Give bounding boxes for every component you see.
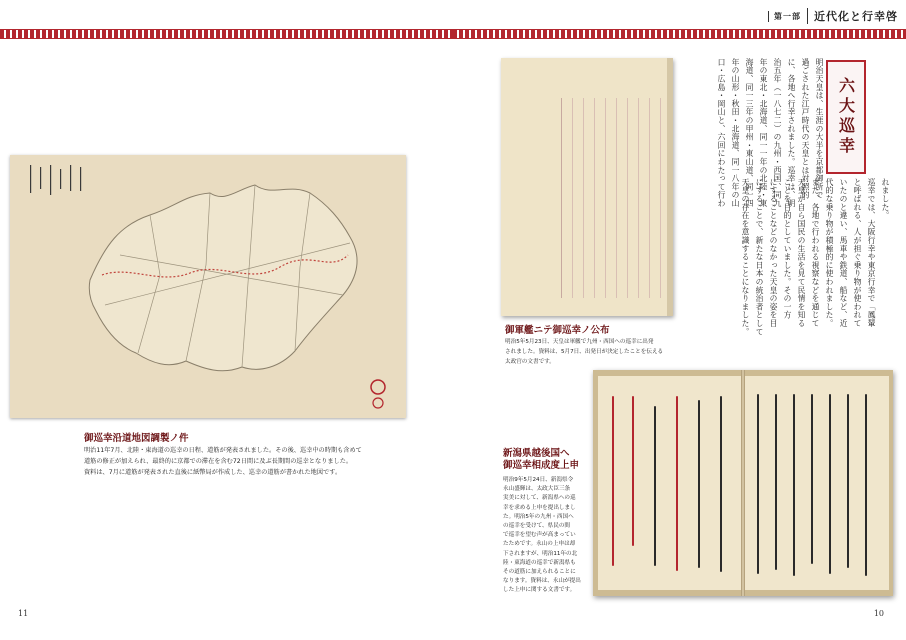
decorative-band [0,29,453,39]
body-column: 海道、同一三年の甲州・東山道、同一四 [745,58,754,208]
book-page-right [745,376,889,590]
body-column: に、各地へ行幸されました。巡幸は、明 [787,58,796,208]
ruled-paper [561,98,662,298]
chapter-title: 近代化と行幸啓 [807,8,898,24]
doc1-caption-text [505,337,705,367]
right-page [453,0,906,640]
doc2-caption-line: たためです。永山の上申は却 [503,541,576,548]
niigata-petition-image [593,370,893,596]
doc2-caption-line: 永山盛輝は、太政大臣三条 [503,486,571,493]
body-column: 明治天皇は、生涯の大半を京都御所で [815,58,824,200]
doc2-caption-line: の巡幸を受けて、県民の間 [503,523,571,530]
binding-edge [667,58,673,316]
map-caption-line: 資料は、7月に道筋が発表された直後に紙幣局が作成した、巡幸の道筋が書かれた地図です。 [84,469,342,476]
doc2-caption-line: で巡幸を望む声が高まってい [503,532,576,539]
doc2-title-line: 御巡幸相成度上申 [503,460,580,471]
doc2-caption-line: 下されますが、明治11年の北 [503,550,578,557]
body-column: と呼ばれる、人が担ぐ乗り物が使われて [853,178,862,328]
body-column: 年の山形・秋田・北海道、同一八年の山 [731,58,740,208]
body-column: 巡幸では、大阪行幸や東京行幸で「鳳輦 [867,178,876,328]
doc1-caption-title: 御軍艦ニテ御巡幸ノ公布 [505,325,610,336]
doc2-caption-line: その道筋に加えられることに [503,569,576,576]
map-caption-title: 御巡幸沿道地図調製ノ件 [84,433,189,444]
body-column: 過ごされた江戸時代の天皇とは対照的 [801,58,810,200]
map-caption-text [84,445,444,478]
map-caption-line: 道筋の修正が加えられ、最終的に京都での滞在を含む72日間に及ぶ長期間の巡幸となりました。 [84,458,353,465]
doc2-caption-title [503,448,579,472]
route-map-image [10,155,406,418]
body-column: また、各地で行われる視察などを通じて [811,178,820,328]
body-column: ことを目的としていました。その一方 [783,178,792,320]
doc1-caption-line: されました。資料は、5月7日、出発日が決定したことを伝える [505,349,664,355]
map-caption-line: 明治11年7月、北陸・東海道の巡幸の日程、道筋が発表されました。その後、巡幸中の時期も含めて [84,447,362,454]
doc1-caption-line: 太政官の文書です。 [505,359,555,365]
doc2-caption-line: 実美に対して、新潟県への巡 [503,495,576,502]
body-column: 口・広島・岡山と、六回にわたって行わ [717,58,726,208]
body-column: 天皇の存在を意識することになりました。 [741,178,750,336]
body-column: にすることで、新たな日本の統治者として [755,178,764,336]
map-drawing [10,155,406,418]
body-column: 代的な乗り物が積極的に使われました。 [825,178,834,328]
decorative-band [453,29,906,39]
page-number: 11 [18,609,29,618]
gunkan-document-image [501,58,673,316]
doc1-caption-line: 明治5年5月23日、天皇は軍艦で九州・西国への巡幸に出発 [505,339,654,345]
section-title: 六大巡幸 [826,60,866,174]
body-column: 天皇が自ら国民の生活を見て民情を知る [797,178,806,328]
body-column: 年の東北・北海道、同一一年の北陸・東 [759,58,768,208]
doc2-caption-line: 明治9年5月24日、新潟県令 [503,477,574,483]
body-column: れました。 [881,178,890,220]
doc2-caption-text [503,476,595,596]
part-label: 第一部 [768,11,801,22]
doc2-caption-line: 幸を求める上申を提出しまし [503,504,576,511]
body-column: 治五年（一八七二）の九州・西国、同九 [773,58,782,208]
body-column: いたのと違い、馬車や鉄道、船など、近 [839,178,848,328]
running-header [768,8,898,24]
doc2-caption-line: した上申に関する文書です。 [503,587,576,594]
book-page-left [598,376,742,590]
doc2-title-line: 新潟県越後国へ [503,448,570,459]
doc2-caption-line: なります。資料は、永山が提出 [503,578,581,585]
doc2-caption-line: た。明治5年の九州・西国へ [503,513,574,520]
doc2-caption-line: 陸・東海道の巡幸で新潟県も [503,559,576,566]
page-number: 10 [873,609,884,618]
body-column: にすることなどのなかった天皇の姿を目 [769,178,778,328]
